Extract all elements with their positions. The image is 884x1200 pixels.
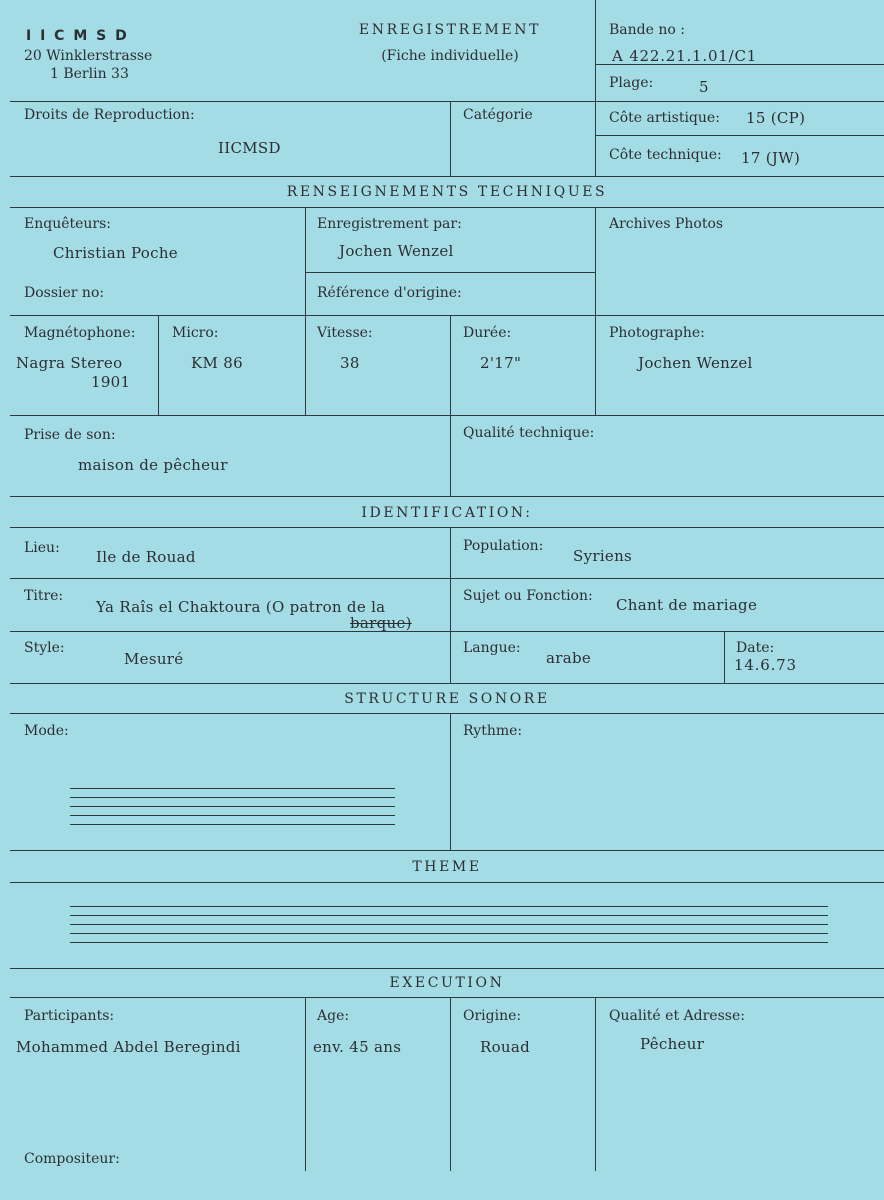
vitesse-label: Vitesse: [317,325,373,341]
enqueteurs-value: Christian Poche [53,244,178,262]
bande-label: Bande no : [609,22,685,38]
rule [10,968,884,969]
dossier-label: Dossier no: [24,285,105,301]
photographe-label: Photographe: [609,325,705,341]
rule [10,496,884,497]
style-label: Style: [24,640,65,656]
origine-value: Rouad [480,1038,531,1056]
qualite-adresse-label: Qualité et Adresse: [609,1008,745,1024]
staff-line [70,815,395,816]
staff-line [70,797,395,798]
staff-line [70,933,828,934]
droits-value: IICMSD [218,139,281,157]
titre-value-2: barque) [350,614,412,632]
date-label: Date: [736,640,775,656]
reference-origine-label: Référence d'origine: [317,285,462,301]
section-identification-title: IDENTIFICATION: [361,505,533,521]
plage-label: Plage: [609,75,654,91]
staff-line [70,942,828,943]
age-value: env. 45 ans [313,1038,402,1056]
rule [10,415,884,416]
archives-photos-label: Archives Photos [609,216,724,232]
cote-technique-label: Côte technique: [609,147,722,163]
rule [305,997,306,1171]
rule [10,578,884,579]
rule [10,101,884,102]
magnetophone-value-1: Nagra Stereo [16,354,123,372]
plage-value: 5 [699,78,709,96]
enregistrement-par-value: Jochen Wenzel [339,242,454,260]
titre-value-1: Ya Raîs el Chaktoura (O patron de la [96,598,386,616]
cote-artistique-value: 15 (CP) [746,109,806,127]
rule [450,315,451,496]
rule [10,882,884,883]
rule [305,272,595,273]
section-technique-title: RENSEIGNEMENTS TECHNIQUES [286,184,608,200]
rule [10,315,884,316]
enregistrement-par-label: Enregistrement par: [317,216,462,232]
staff-line [70,788,395,789]
section-theme-title: THEME [412,859,482,875]
rule [595,997,596,1171]
duree-value: 2'17" [480,354,522,372]
rule [450,997,451,1171]
population-label: Population: [463,538,544,554]
rule [10,176,884,177]
micro-label: Micro: [172,325,219,341]
cote-artistique-label: Côte artistique: [609,110,720,126]
prise-de-son-label: Prise de son: [24,427,116,443]
rule [10,997,884,998]
langue-label: Langue: [463,640,521,656]
rythme-label: Rythme: [463,723,523,739]
rule [450,101,451,176]
rule [10,850,884,851]
date-value: 14.6.73 [734,656,797,674]
magnetophone-value-2: 1901 [91,373,131,391]
sujet-fonction-label: Sujet ou Fonction: [463,588,593,604]
categorie-label: Catégorie [463,107,533,123]
magnetophone-label: Magnétophone: [24,325,136,341]
titre-label: Titre: [24,588,64,604]
langue-value: arabe [546,649,592,667]
sujet-fonction-value: Chant de mariage [616,596,758,614]
micro-value: KM 86 [191,354,243,372]
staff-line [70,924,828,925]
rule [10,527,884,528]
participants-value: Mohammed Abdel Beregindi [16,1038,241,1056]
vitesse-value: 38 [340,354,360,372]
rule [10,713,884,714]
form-title: ENREGISTREMENT [358,22,542,38]
prise-de-son-value: maison de pêcheur [78,456,228,474]
bande-value: A 422.21.1.01/C1 [612,47,758,65]
compositeur-label: Compositeur: [24,1151,120,1167]
rule [10,683,884,684]
rule [450,713,451,850]
form-subtitle: (Fiche individuelle) [381,48,519,64]
enqueteurs-label: Enquêteurs: [24,216,112,232]
rule [158,315,159,415]
photographe-value: Jochen Wenzel [638,354,753,372]
population-value: Syriens [573,547,633,565]
qualite-technique-label: Qualité technique: [463,425,595,441]
droits-label: Droits de Reproduction: [24,107,195,123]
staff-line [70,906,828,907]
staff-line [70,824,395,825]
duree-label: Durée: [463,325,512,341]
lieu-label: Lieu: [24,540,60,556]
rule [10,631,884,632]
style-value: Mesuré [124,650,184,668]
age-label: Age: [317,1008,350,1024]
participants-label: Participants: [24,1008,115,1024]
mode-label: Mode: [24,723,69,739]
qualite-adresse-value: Pêcheur [640,1035,705,1053]
staff-line [70,806,395,807]
rule [10,207,884,208]
section-structure-title: STRUCTURE SONORE [344,691,550,707]
rule [450,527,451,683]
staff-line [70,915,828,916]
origine-label: Origine: [463,1008,522,1024]
address-line-1: 20 Winklerstrasse [24,48,153,64]
section-execution-title: EXECUTION [389,975,505,991]
rule [595,207,596,415]
rule [305,207,306,415]
rule [595,135,884,136]
address-line-2: 1 Berlin 33 [50,66,129,82]
rule [724,631,725,683]
lieu-value: Ile de Rouad [96,548,196,566]
cote-technique-value: 17 (JW) [741,149,801,167]
org-name: I I C M S D [26,28,129,44]
